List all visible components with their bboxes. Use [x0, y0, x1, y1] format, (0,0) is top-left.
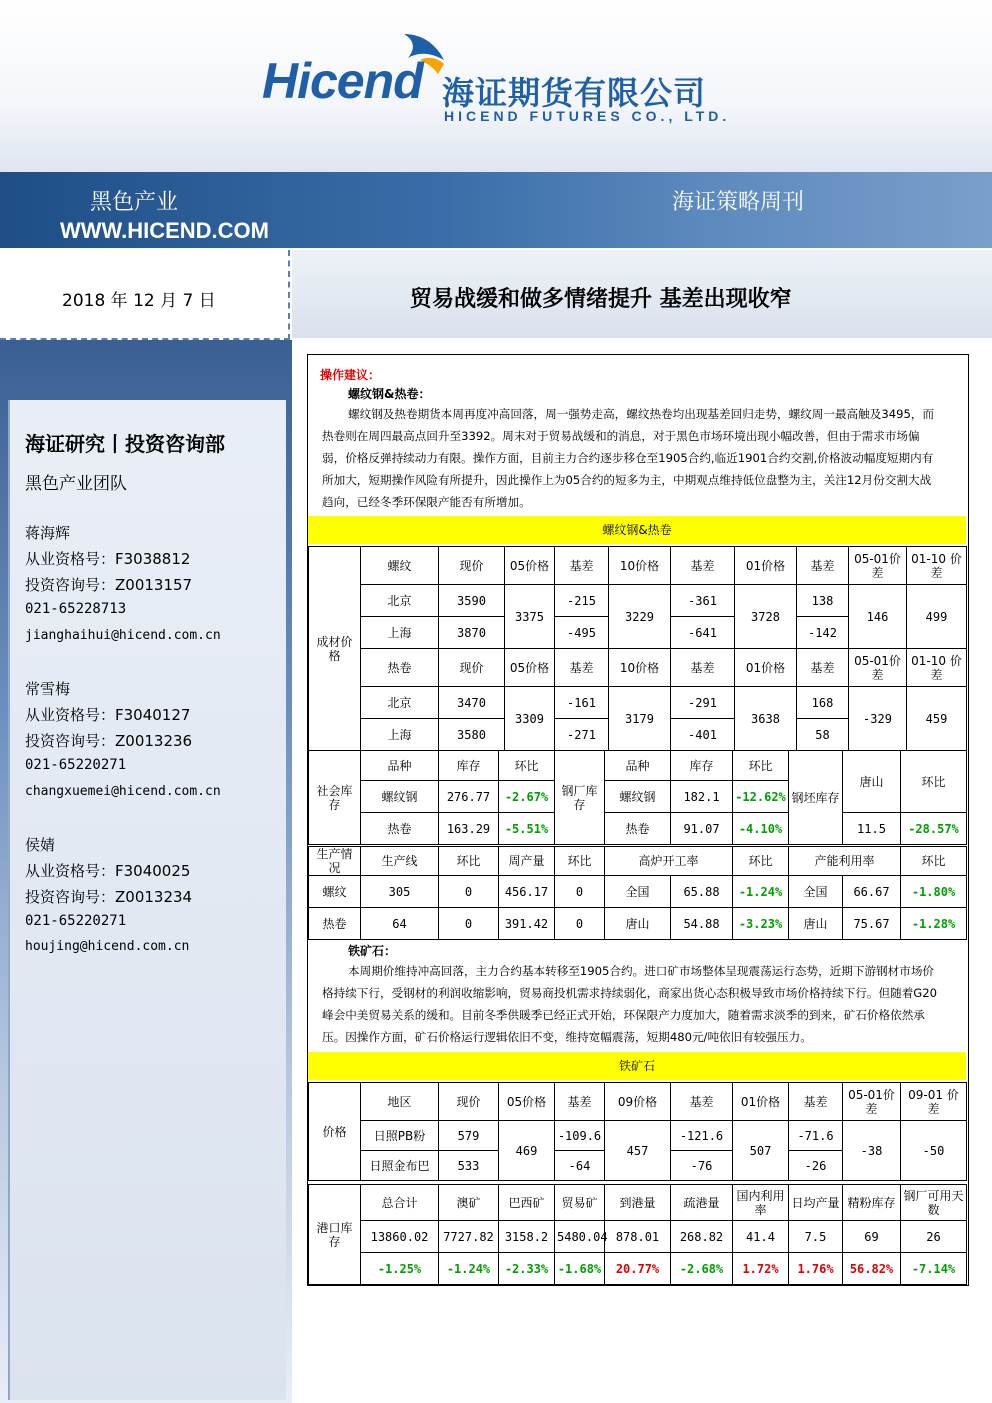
blast-furnace-rate: 54.88	[671, 908, 733, 940]
col-header: 库存	[671, 751, 733, 781]
col-header: 基差	[671, 1083, 733, 1121]
col-header: 09价格	[605, 1083, 671, 1121]
blast-furnace-rate: 65.88	[671, 876, 733, 908]
steel-section-bar: 螺纹钢&热卷	[308, 516, 966, 544]
row-header: 钢厂库存	[555, 751, 605, 845]
value-cell: 878.01	[605, 1221, 671, 1253]
kind-cell: 热卷	[605, 813, 671, 845]
report-date: 2018 年 12 月 7 日	[62, 291, 216, 311]
col-header: 钢厂可用天数	[901, 1185, 967, 1221]
col-header: 日均产量	[789, 1185, 843, 1221]
analyst-name: 蒋海辉	[25, 524, 71, 542]
analyst-phone: 021-65220271	[25, 913, 127, 929]
analyst-advisor-id: 投资咨询号：Z0013157	[25, 576, 193, 594]
basis-05: -271	[555, 719, 609, 751]
spread-01-10: 459	[907, 687, 967, 751]
basis-09: -121.6	[671, 1121, 733, 1151]
analyst-advisor-id: 投资咨询号：Z0013234	[25, 888, 193, 906]
change-value: 20.77%	[605, 1253, 671, 1285]
spread-09-01: -50	[901, 1121, 967, 1181]
kind-cell: 螺纹钢	[605, 781, 671, 813]
change-value: -7.14%	[901, 1253, 967, 1285]
col-header: 环比	[439, 847, 499, 876]
basis-10: -401	[671, 719, 735, 751]
stock-value: 11.5	[843, 813, 901, 845]
col-header: 基差	[789, 1083, 843, 1121]
change-value: 1.76%	[789, 1253, 843, 1285]
futures-price-05: 3309	[505, 687, 555, 751]
logo-chinese-name: 海证期货有限公司	[442, 74, 707, 112]
change-value: -28.57%	[901, 813, 967, 845]
row-header: 港口库存	[309, 1185, 361, 1285]
basis-05: -215	[555, 585, 609, 617]
spot-price: 579	[439, 1121, 499, 1151]
col-header: 基差	[671, 547, 735, 585]
basis-01: -142	[797, 617, 849, 649]
team-name: 黑色产业团队	[25, 474, 127, 494]
futures-price-10: 3179	[609, 687, 671, 751]
spot-price: 3580	[439, 719, 505, 751]
company-logo	[262, 30, 732, 130]
col-header: 高炉开工率	[605, 847, 733, 876]
col-header: 05价格	[499, 1083, 555, 1121]
stock-value: 276.77	[439, 781, 499, 813]
ops-advice-label: 操作建议：	[320, 368, 381, 382]
futures-price-05: 469	[499, 1121, 555, 1181]
col-header: 现价	[439, 649, 505, 687]
sector-label: 黑色产业	[90, 190, 179, 215]
col-header: 贸易矿	[555, 1185, 605, 1221]
basis-01: -71.6	[789, 1121, 843, 1151]
production-table	[308, 846, 967, 940]
col-header: 10价格	[609, 547, 671, 585]
col-header: 基差	[797, 649, 849, 687]
col-header: 疏港量	[671, 1185, 733, 1221]
col-header: 10价格	[609, 649, 671, 687]
change-value: -5.51%	[499, 813, 555, 845]
change-value: 0	[439, 876, 499, 908]
change-value: -2.33%	[499, 1253, 555, 1285]
basis-01: 138	[797, 585, 849, 617]
analyst-email[interactable]: houjing@hicend.com.cn	[25, 939, 190, 954]
analyst-phone: 021-65220271	[25, 757, 127, 773]
basis-01: -26	[789, 1151, 843, 1181]
futures-price-05: 3375	[505, 585, 555, 649]
value-cell: 69	[843, 1221, 901, 1253]
region-cell: 日照PB粉	[361, 1121, 439, 1151]
line-count: 64	[361, 908, 439, 940]
change-value: 0	[555, 908, 605, 940]
change-value: 0	[555, 876, 605, 908]
stock-value: 91.07	[671, 813, 733, 845]
change-value: -1.28%	[901, 908, 967, 940]
value-cell: 3158.2	[499, 1221, 555, 1253]
col-header: 基差	[555, 547, 609, 585]
col-header: 05-01价差	[849, 547, 907, 585]
ore-section-label: 铁矿石：	[348, 944, 397, 958]
stock-value: 182.1	[671, 781, 733, 813]
col-header: 生产线	[361, 847, 439, 876]
value-cell: 7.5	[789, 1221, 843, 1253]
ore-commentary: 本周期价维持冲高回落，主力合约基本转移至1905合约。进口矿市场整体呈现震荡运行态势，近期下游钢材市场价格持续下行，受钢材的利润收缩影响，贸易商投机需求持续弱化，商家出货心态积极导致市场价格持续下行。但随着G20峰会中美贸易关系的缓和。目前冬季供暖季已经正式开始，环保限产力度加大，随着需求淡季的到来，矿石价格依然承压。因操作方面，矿石价格运行逻辑依旧不变，维持宽幅震荡，短期480元/吨依旧有较强压力。	[322, 964, 938, 1044]
col-header: 产能利用率	[789, 847, 901, 876]
steel-price-table	[308, 546, 967, 751]
kind-cell: 热卷	[309, 908, 361, 940]
basis-05: -495	[555, 617, 609, 649]
col-header: 环比	[901, 751, 967, 813]
futures-price-10: 3229	[609, 585, 671, 649]
col-header: 热卷	[361, 649, 439, 687]
city-cell: 上海	[361, 719, 439, 751]
col-header: 库存	[439, 751, 499, 781]
value-cell: 26	[901, 1221, 967, 1253]
col-header: 基差	[555, 1083, 605, 1121]
change-value: -12.62%	[733, 781, 789, 813]
col-header: 01价格	[735, 649, 797, 687]
spot-price: 533	[439, 1151, 499, 1181]
change-value: 0	[439, 908, 499, 940]
analyst-email[interactable]: jianghaihui@hicend.com.cn	[25, 628, 221, 643]
col-header: 澳矿	[439, 1185, 499, 1221]
basis-01: 58	[797, 719, 849, 751]
change-value: 1.72%	[733, 1253, 789, 1285]
row-header: 钢坯库存	[789, 751, 843, 845]
value-cell: 7727.82	[439, 1221, 499, 1253]
weekly-output: 391.42	[499, 908, 555, 940]
ore-price-table	[308, 1082, 967, 1181]
row-header: 价格	[309, 1083, 361, 1181]
col-header: 环比	[733, 847, 789, 876]
analyst-license: 从业资格号：F3040025	[25, 862, 191, 880]
stock-value: 163.29	[439, 813, 499, 845]
col-header: 现价	[439, 1083, 499, 1121]
col-header: 品种	[361, 751, 439, 781]
futures-price-01: 507	[733, 1121, 789, 1181]
value-cell: 268.82	[671, 1221, 733, 1253]
col-header: 05-01价差	[843, 1083, 901, 1121]
col-header: 基差	[797, 547, 849, 585]
line-count: 305	[361, 876, 439, 908]
region-cell: 全国	[605, 876, 671, 908]
value-cell: 13860.02	[361, 1221, 439, 1253]
value-cell: 5480.04	[555, 1221, 605, 1253]
analyst-name: 常雪梅	[25, 680, 71, 698]
change-value: -2.68%	[671, 1253, 733, 1285]
inventory-table	[308, 750, 967, 845]
basis-10: -291	[671, 687, 735, 719]
col-header: 精粉库存	[843, 1185, 901, 1221]
col-header: 05价格	[505, 547, 555, 585]
col-header: 01价格	[733, 1083, 789, 1121]
analyst-email[interactable]: changxuemei@hicend.com.cn	[25, 784, 221, 799]
col-header: 到港量	[605, 1185, 671, 1221]
change-value: 56.82%	[843, 1253, 901, 1285]
spread-05-01: 146	[849, 585, 907, 649]
col-header: 09-01 价差	[901, 1083, 967, 1121]
kind-cell: 螺纹	[309, 876, 361, 908]
change-value: -1.24%	[439, 1253, 499, 1285]
col-header: 现价	[439, 547, 505, 585]
col-header: 地区	[361, 1083, 439, 1121]
row-header: 成材价格	[309, 547, 361, 751]
region-cell: 唐山	[605, 908, 671, 940]
publication-name: 海证策略周刊	[672, 190, 805, 215]
logo-wordmark: Hicend	[262, 53, 423, 109]
col-header: 01价格	[735, 547, 797, 585]
kind-cell: 热卷	[361, 813, 439, 845]
analyst-license: 从业资格号：F3040127	[25, 706, 191, 724]
change-value: -2.67%	[499, 781, 555, 813]
change-value: -1.25%	[361, 1253, 439, 1285]
spread-05-01: -329	[849, 687, 907, 751]
analyst-license: 从业资格号：F3038812	[25, 550, 191, 568]
col-header: 基差	[671, 649, 735, 687]
col-header: 品种	[605, 751, 671, 781]
value-cell: 41.4	[733, 1221, 789, 1253]
steel-commentary: 螺纹钢及热卷期货本周再度冲高回落，周一强势走高，螺纹热卷均出现基差回归走势，螺纹周一最高触及3495，而热卷则在周四最高点回升至3392。周末对于贸易战缓和的消息，对于黑色市场环境出现小幅改善，但由于需求市场偏弱，价格反弹持续动力有限。操作方面，目前主力合约逐步移仓至1905合约,临近1901合约交割,价格波动幅度短期内有所加大，短期操作风险有所提升，因此操作上为05合约的短多为主，中期观点维持低位盘整为主，关注12月份交割大战趋向，已经冬季环保限产能否有所增加。	[322, 407, 935, 509]
change-value: -4.10%	[733, 813, 789, 845]
col-header: 环比	[733, 751, 789, 781]
col-header: 周产量	[499, 847, 555, 876]
spot-price: 3870	[439, 617, 505, 649]
analyst-phone: 021-65228713	[25, 601, 127, 617]
city-cell: 上海	[361, 617, 439, 649]
col-header: 巴西矿	[499, 1185, 555, 1221]
change-value: -3.23%	[733, 908, 789, 940]
region-cell: 唐山	[789, 908, 843, 940]
col-header: 国内利用率	[733, 1185, 789, 1221]
col-header: 05-01价差	[849, 649, 907, 687]
change-value: -1.24%	[733, 876, 789, 908]
col-header: 生产情况	[309, 847, 361, 876]
col-header: 环比	[901, 847, 967, 876]
region-cell: 全国	[789, 876, 843, 908]
spot-price: 3470	[439, 687, 505, 719]
city-cell: 北京	[361, 687, 439, 719]
change-value: -1.68%	[555, 1253, 605, 1285]
spot-price: 3590	[439, 585, 505, 617]
futures-price-01: 3728	[735, 585, 797, 649]
futures-price-09: 457	[605, 1121, 671, 1181]
basis-05: -109.6	[555, 1121, 605, 1151]
col-header: 环比	[555, 847, 605, 876]
steel-section-label: 螺纹钢&热卷：	[348, 387, 431, 401]
basis-01: 168	[797, 687, 849, 719]
col-header: 05价格	[505, 649, 555, 687]
logo-english-name: HICEND FUTURES CO., LTD.	[444, 108, 731, 124]
ore-section-bar: 铁矿石	[308, 1052, 966, 1080]
col-header: 基差	[555, 649, 609, 687]
city-cell: 北京	[361, 585, 439, 617]
kind-cell: 螺纹钢	[361, 781, 439, 813]
report-title: 贸易战缓和做多情绪提升 基差出现收窄	[410, 287, 792, 312]
col-header: 环比	[499, 751, 555, 781]
col-header: 01-10 价差	[907, 649, 967, 687]
row-header: 社会库存	[309, 751, 361, 845]
basis-09: -76	[671, 1151, 733, 1181]
basis-10: -361	[671, 585, 735, 617]
futures-price-01: 3638	[735, 687, 797, 751]
basis-10: -641	[671, 617, 735, 649]
analyst-name: 侯婧	[25, 836, 56, 854]
region-cell: 日照金布巴	[361, 1151, 439, 1181]
spread-01-10: 499	[907, 585, 967, 649]
spread-05-01: -38	[843, 1121, 901, 1181]
weekly-output: 456.17	[499, 876, 555, 908]
col-header: 01-10 价差	[907, 547, 967, 585]
department-name: 海证研究丨投资咨询部	[25, 432, 225, 456]
col-header: 总合计	[361, 1185, 439, 1221]
utilization-rate: 66.67	[843, 876, 901, 908]
basis-05: -161	[555, 687, 609, 719]
col-header: 唐山	[843, 751, 901, 813]
change-value: -1.80%	[901, 876, 967, 908]
utilization-rate: 75.67	[843, 908, 901, 940]
port-inventory-table	[308, 1184, 967, 1285]
website-link[interactable]: WWW.HICEND.COM	[60, 218, 269, 243]
basis-05: -64	[555, 1151, 605, 1181]
col-header: 螺纹	[361, 547, 439, 585]
analyst-advisor-id: 投资咨询号：Z0013236	[25, 732, 193, 750]
